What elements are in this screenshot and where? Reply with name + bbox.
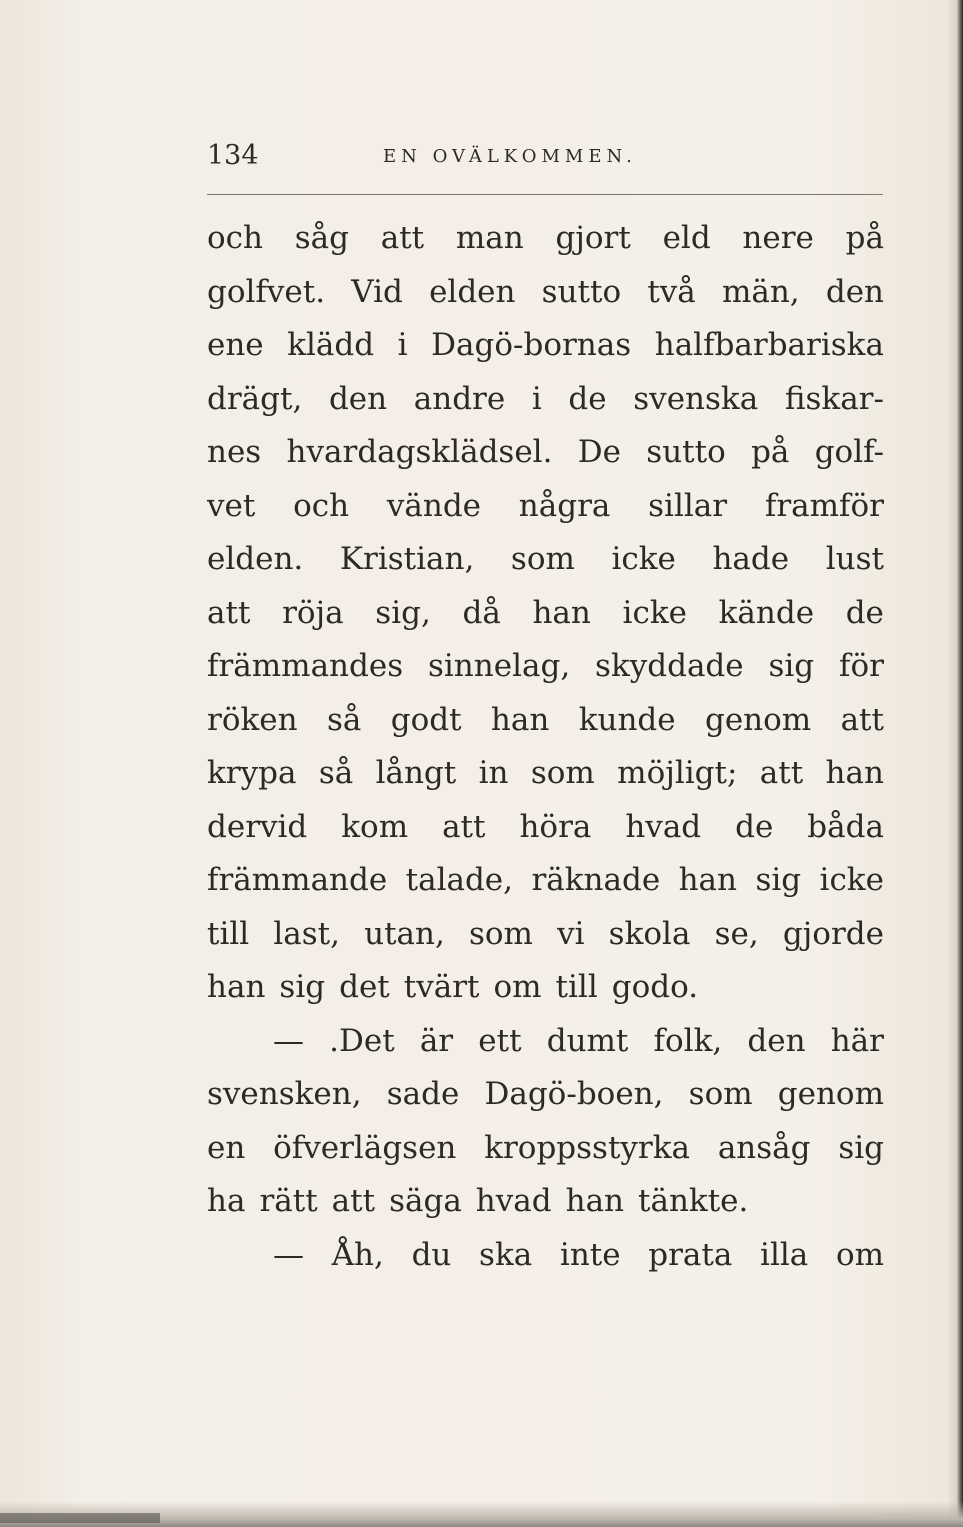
word: elden.	[207, 541, 304, 577]
text-line	[207, 1068, 884, 1122]
word: ene	[207, 327, 264, 363]
word: —	[273, 1236, 304, 1273]
word: den	[825, 273, 884, 310]
word: män,	[721, 273, 800, 310]
word: och	[207, 220, 263, 256]
page-header	[207, 140, 882, 180]
word: han	[490, 701, 550, 738]
word: Kristian,	[339, 541, 475, 577]
word: rätt	[259, 1183, 318, 1219]
word: ett	[478, 1022, 522, 1059]
word: främmandes	[207, 648, 404, 684]
word: elden	[429, 273, 516, 310]
word: De	[577, 434, 621, 470]
word: vet	[207, 487, 256, 524]
word: och	[293, 487, 350, 524]
word: som	[510, 541, 575, 577]
word: hade	[712, 541, 790, 577]
word: Dagö-bornas	[431, 327, 632, 363]
word: in	[478, 755, 509, 791]
word: gjort	[555, 220, 631, 256]
word: den	[747, 1022, 806, 1059]
word: talade,	[405, 862, 514, 898]
word: hvad	[625, 808, 702, 845]
word: röken	[207, 701, 298, 738]
text-line	[207, 426, 884, 480]
word: du	[411, 1236, 452, 1273]
word: att	[840, 701, 884, 738]
running-title: EN OVÄLKOMMEN.	[383, 146, 637, 167]
word: sinnelag,	[427, 648, 571, 684]
word: Vid	[351, 273, 403, 310]
word: två	[647, 273, 696, 310]
word: inte	[559, 1236, 621, 1273]
word: Åh,	[331, 1236, 384, 1273]
word: att	[207, 594, 251, 631]
word: höra	[519, 808, 592, 845]
word: på	[751, 434, 790, 470]
word: då	[462, 594, 501, 631]
text-line-dialogue-start	[207, 1229, 884, 1283]
word: nere	[742, 220, 814, 256]
word: sig	[755, 862, 802, 898]
word: det	[339, 969, 390, 1005]
word: —	[273, 1022, 304, 1059]
word: krypa	[207, 755, 297, 791]
word: långt	[375, 755, 457, 791]
word: är	[419, 1022, 454, 1059]
word: han	[207, 969, 266, 1005]
word: de	[845, 594, 884, 631]
word: att	[759, 755, 804, 791]
word: genom	[777, 1076, 884, 1112]
word: sig,	[375, 594, 431, 631]
word: kroppsstyrka	[484, 1129, 691, 1166]
word: prata	[648, 1236, 733, 1273]
word: för	[839, 648, 884, 684]
word: att	[380, 220, 425, 256]
text-line	[207, 854, 884, 908]
word: icke	[819, 862, 884, 898]
body-text	[207, 212, 884, 1282]
text-line	[207, 908, 884, 962]
word: han	[532, 594, 591, 631]
word: den	[328, 380, 388, 417]
word: utan,	[364, 915, 445, 952]
word: framför	[764, 487, 884, 524]
word: så	[318, 755, 354, 791]
word: genom	[704, 701, 812, 738]
word: sig	[279, 969, 326, 1005]
word: en	[207, 1129, 246, 1166]
word: om	[835, 1236, 884, 1273]
word: på	[845, 220, 884, 256]
word: sutto	[646, 434, 726, 470]
word: man	[455, 220, 524, 256]
word: godo.	[611, 969, 699, 1005]
word: ha	[207, 1183, 246, 1219]
word: sutto	[541, 273, 622, 310]
text-line	[207, 694, 884, 748]
word: illa	[760, 1236, 809, 1273]
header-rule	[207, 194, 883, 195]
word: vi	[557, 915, 585, 952]
word: några	[518, 487, 611, 524]
text-line	[207, 587, 884, 641]
word: att	[331, 1183, 376, 1219]
word: Dagö-boen,	[484, 1076, 664, 1112]
word: eld	[662, 220, 711, 256]
text-line	[207, 319, 884, 373]
word: såg	[294, 220, 349, 256]
text-line-paragraph-end	[207, 961, 884, 1015]
word: till	[207, 915, 250, 952]
word: kände	[718, 594, 815, 631]
word: golf-	[814, 434, 884, 470]
word: kunde	[578, 701, 676, 738]
word: icke	[622, 594, 687, 631]
word: last,	[273, 915, 340, 952]
word: så	[326, 701, 362, 738]
word: godt	[390, 701, 462, 738]
word: folk,	[653, 1022, 723, 1059]
text-line	[207, 480, 884, 534]
text-line	[207, 373, 884, 427]
word: som	[688, 1076, 753, 1112]
text-line-dialogue-start	[207, 1015, 884, 1069]
text-line	[207, 1122, 884, 1176]
word: som	[530, 755, 595, 791]
word: svenska	[633, 380, 759, 417]
word: kom	[341, 808, 409, 845]
word: han	[825, 755, 884, 791]
word: lust	[825, 541, 884, 577]
word: han	[678, 862, 738, 898]
word: röja	[282, 594, 344, 631]
word: ska	[479, 1236, 533, 1273]
text-line	[207, 266, 884, 320]
word: han	[565, 1183, 625, 1219]
text-line-paragraph-end	[207, 1175, 884, 1229]
word: sillar	[648, 487, 728, 524]
text-line	[207, 212, 884, 266]
text-line	[207, 801, 884, 855]
word: till	[555, 969, 598, 1005]
word: tänkte.	[638, 1183, 749, 1219]
text-line	[207, 640, 884, 694]
word: halfbarbariska	[654, 327, 884, 363]
word: dumt	[546, 1022, 629, 1059]
page-edge-shadow	[949, 0, 963, 1527]
word: skola	[608, 915, 691, 952]
scan-artifact	[0, 1513, 160, 1523]
word: de	[568, 380, 607, 417]
word: sade	[386, 1076, 460, 1112]
word: svensken,	[207, 1076, 362, 1112]
word: andre	[413, 380, 506, 417]
text-line	[207, 747, 884, 801]
word: hvardagsklädsel.	[286, 434, 553, 470]
word: dervid	[207, 808, 308, 845]
word: klädd	[287, 327, 375, 363]
word: vände	[386, 487, 482, 524]
word: skyddade	[595, 648, 744, 684]
word: fiskar-	[784, 380, 884, 417]
word: hvad	[475, 1183, 552, 1219]
word: .Det	[329, 1022, 395, 1059]
word: om	[493, 969, 542, 1005]
page-bottom-shadow	[0, 1501, 963, 1527]
text-line	[207, 533, 884, 587]
page-number: 134	[207, 140, 259, 171]
word: i	[397, 327, 408, 363]
word: icke	[611, 541, 676, 577]
word: drägt,	[207, 380, 303, 417]
word: sig	[768, 648, 815, 684]
word: som	[468, 915, 533, 952]
word: att	[442, 808, 486, 845]
word: främmande	[207, 862, 388, 898]
word: sig	[838, 1129, 884, 1166]
word: räknade	[531, 862, 661, 898]
word: öfverlägsen	[273, 1129, 457, 1166]
word: tvärt	[403, 969, 480, 1005]
word: se,	[714, 915, 759, 952]
word: gjorde	[782, 915, 884, 952]
word: här	[830, 1022, 884, 1059]
word: båda	[807, 808, 884, 845]
word: nes	[207, 434, 262, 470]
word: säga	[389, 1183, 462, 1219]
word: de	[735, 808, 774, 845]
word: ansåg	[717, 1129, 811, 1166]
word: golfvet.	[207, 273, 326, 310]
word: i	[531, 380, 542, 417]
word: möjligt;	[617, 755, 738, 791]
